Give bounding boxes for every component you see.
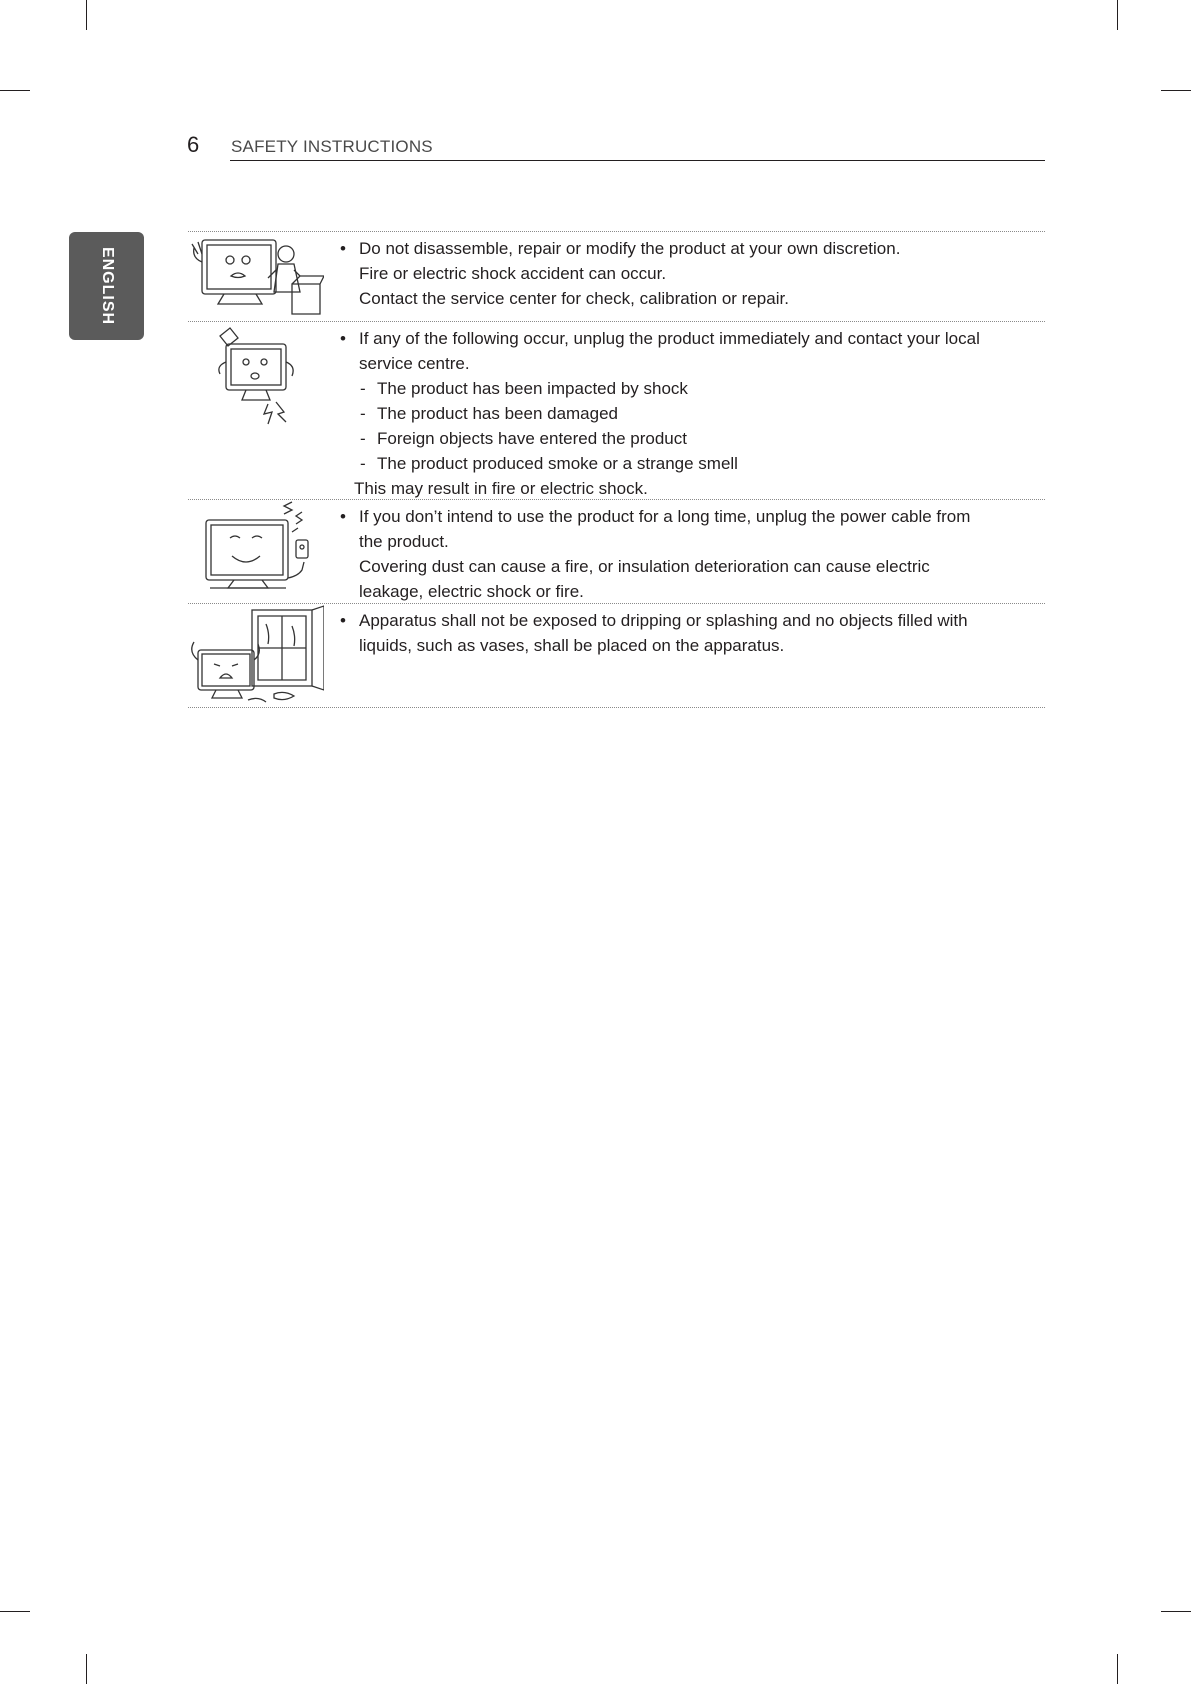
instruction-line: service centre. xyxy=(359,354,470,373)
dash-marker: - xyxy=(360,429,366,448)
list-item xyxy=(340,401,1045,426)
crop-mark xyxy=(1117,1654,1118,1684)
tv-water-window-illustration xyxy=(188,604,324,707)
list-item xyxy=(340,426,1045,451)
crop-mark xyxy=(1161,90,1191,91)
list-item xyxy=(340,451,1045,476)
list-item-text: Foreign objects have entered the product xyxy=(377,429,687,448)
crop-mark xyxy=(86,0,87,30)
instruction-row xyxy=(188,231,1045,321)
bullet-icon: • xyxy=(340,329,346,348)
instruction-line: If any of the following occur, unplug the product immediately and contact your local xyxy=(359,329,980,348)
bullet-icon: • xyxy=(340,239,346,258)
tv-water-window-icon xyxy=(188,604,324,707)
bullet-icon: • xyxy=(340,507,346,526)
crop-mark xyxy=(1117,0,1118,30)
bullet-icon: • xyxy=(340,611,346,630)
instruction-text xyxy=(340,326,1045,351)
instruction-line: Covering dust can cause a fire, or insulation deterioration can cause electric xyxy=(359,557,930,576)
instruction-row xyxy=(188,499,1045,603)
instruction-text xyxy=(340,608,1045,633)
crop-mark xyxy=(0,1611,30,1612)
instruction-line: liquids, such as vases, shall be placed on the apparatus. xyxy=(359,636,785,655)
instruction-text xyxy=(340,236,1045,261)
list-item-text: The product produced smoke or a strange smell xyxy=(377,454,738,473)
instruction-row xyxy=(188,603,1045,708)
tv-repair-person-icon xyxy=(188,232,324,321)
header-rule xyxy=(230,160,1045,161)
dash-marker: - xyxy=(360,379,366,398)
instruction-line: Do not disassemble, repair or modify the product at your own discretion. xyxy=(359,239,901,258)
crop-mark xyxy=(86,1654,87,1684)
instruction-note: This may result in fire or electric shock. xyxy=(354,479,648,498)
instruction-line: leakage, electric shock or fire. xyxy=(359,582,584,601)
instruction-row xyxy=(188,321,1045,499)
language-tab-label: ENGLISH xyxy=(98,246,116,326)
list-item-text: The product has been impacted by shock xyxy=(377,379,688,398)
tv-impact-shock-icon xyxy=(188,322,324,499)
list-item-text: The product has been damaged xyxy=(377,404,619,423)
tv-unplugged-sleeping-icon xyxy=(188,500,324,603)
instruction-line: If you don’t intend to use the product for a long time, unplug the power cable from xyxy=(359,507,971,526)
crop-mark xyxy=(0,90,30,91)
page-number: 6 xyxy=(187,132,200,157)
instruction-text xyxy=(340,504,1045,529)
instructions-table xyxy=(188,231,1045,708)
dash-marker: - xyxy=(360,454,366,473)
list-item xyxy=(340,376,1045,401)
instruction-line: Fire or electric shock accident can occur. xyxy=(359,264,667,283)
instruction-line: the product. xyxy=(359,532,449,551)
dash-marker: - xyxy=(360,404,366,423)
crop-mark xyxy=(1161,1611,1191,1612)
language-tab xyxy=(69,232,144,340)
section-title: SAFETY INSTRUCTIONS xyxy=(231,137,433,156)
tv-repair-person-illustration xyxy=(188,232,324,321)
tv-impact-shock-illustration xyxy=(188,322,324,499)
tv-unplugged-sleeping-illustration xyxy=(188,500,324,603)
instruction-line: Contact the service center for check, calibration or repair. xyxy=(359,289,789,308)
instruction-line: Apparatus shall not be exposed to dripping or splashing and no objects filled with xyxy=(359,611,968,630)
